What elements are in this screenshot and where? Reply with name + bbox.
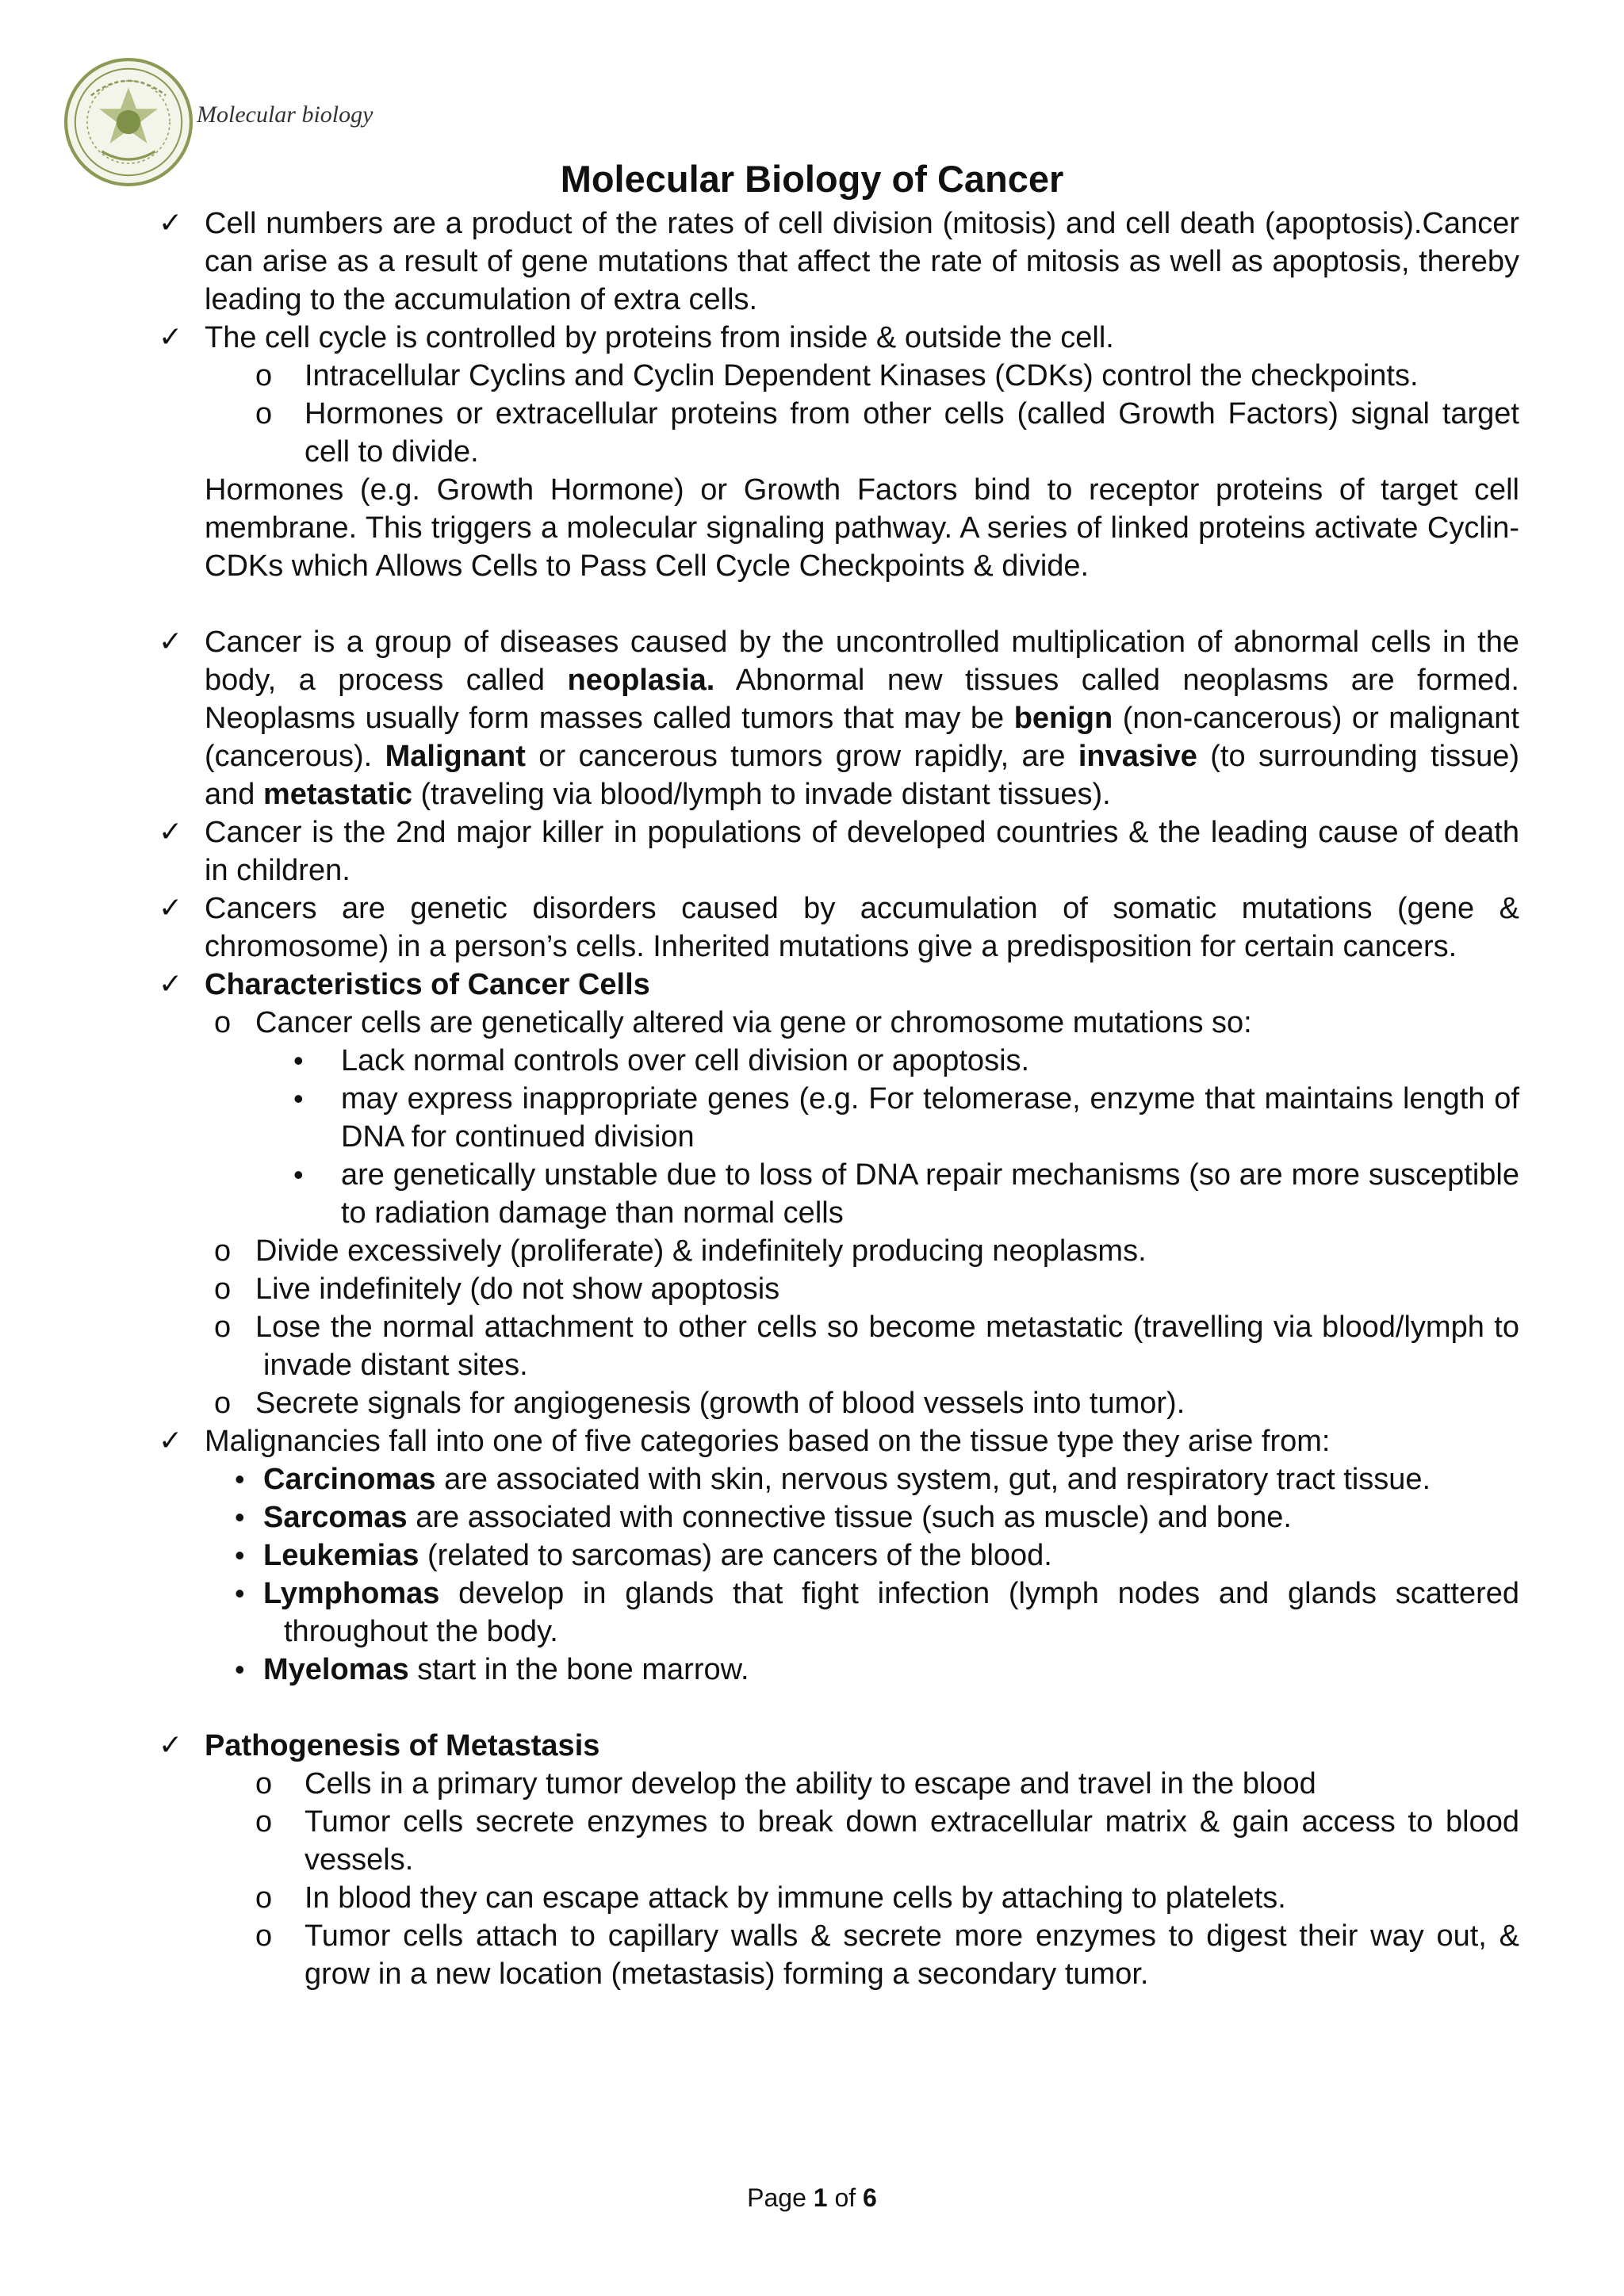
text-run: Malignancies fall into one of five categories based on the tissue type they arise from:	[205, 1425, 1331, 1458]
text-run: may express inappropriate genes (e.g. For telomerase, enzyme that maintains length of DNA for continued division	[341, 1082, 1519, 1154]
sub-list-item	[0, 1308, 1519, 1384]
bullet-list-item	[0, 1651, 1519, 1689]
bullet-list-item	[0, 1042, 1519, 1080]
bullet-dot-icon: •	[235, 1501, 245, 1533]
text-run: Hormones or extracellular proteins from other cells (called Growth Factors) signal target cell to divide.	[304, 397, 1519, 469]
checklist-item	[0, 813, 1519, 890]
bold-term: metastatic	[262, 778, 412, 811]
page-number-footer	[0, 2182, 1624, 2214]
circle-bullet-marker: o	[214, 1234, 232, 1268]
text-run: Cancer is the 2nd major killer in populations of developed countries & the leading cause of death in children.	[205, 816, 1519, 887]
circle-bullet-marker: o	[214, 1272, 232, 1306]
text-run: In blood they can escape attack by immune cells by attaching to platelets.	[304, 1881, 1286, 1915]
checkmark-icon: ✓	[159, 968, 183, 1001]
sub-list-item	[0, 1270, 1519, 1308]
checkmark-icon: ✓	[159, 321, 183, 354]
circle-bullet-marker: o	[214, 1006, 232, 1039]
text-run: start in the bone marrow.	[408, 1653, 749, 1686]
text-run: Live indefinitely (do not show apoptosis	[255, 1272, 780, 1306]
bullet-list-item	[0, 1156, 1519, 1232]
checkmark-icon: ✓	[159, 626, 183, 658]
bullet-dot-icon: •	[235, 1653, 245, 1686]
sub-list-item	[0, 1232, 1519, 1270]
circle-bullet-marker: o	[214, 1387, 232, 1420]
bullet-dot-icon: •	[293, 1158, 304, 1191]
text-run: Abnormal new tissues called neoplasms are formed. Neoplasms usually form masses called tumors that may be	[205, 664, 1519, 735]
text-run: (traveling via blood/lymph to invade distant tissues).	[412, 778, 1111, 811]
sub-list-item	[0, 1879, 1519, 1917]
text-run: Cancer cells are genetically altered via gene or chromosome mutations so:	[255, 1006, 1252, 1039]
checklist-item	[0, 319, 1519, 357]
circle-bullet-marker: o	[255, 359, 273, 392]
checklist-item	[0, 623, 1519, 813]
bold-term: Sarcomas	[263, 1501, 408, 1534]
text-run: Cell numbers are a product of the rates of cell division (mitosis) and cell death (apoptosis).Cancer can arise as a result of gene mutations that affect the rate of mitosis as well as apoptosis, thereby leading to the accumulation of extra cells.	[205, 207, 1519, 316]
bold-term: benign	[1013, 702, 1113, 735]
text-run: are associated with connective tissue (such as muscle) and bone.	[407, 1501, 1292, 1534]
text-run: Cancer is a group of diseases caused by the uncontrolled multiplication of abnormal cells in the body, a process called	[205, 626, 1519, 697]
text-run: Secrete signals for angiogenesis (growth of blood vessels into tumor).	[255, 1387, 1185, 1420]
checkmark-icon: ✓	[159, 892, 183, 924]
checkmark-icon: ✓	[159, 1425, 183, 1457]
document-body	[0, 205, 1624, 1993]
bold-term: Characteristics of Cancer Cells	[205, 968, 650, 1001]
checkmark-icon: ✓	[159, 1729, 183, 1762]
sub-list-item	[0, 1917, 1519, 1993]
bullet-list-item	[0, 1575, 1519, 1651]
paragraph	[0, 471, 1519, 585]
circle-bullet-marker: o	[255, 397, 273, 430]
text-run: (related to sarcomas) are cancers of the blood.	[419, 1539, 1052, 1572]
bullet-dot-icon: •	[293, 1082, 304, 1115]
checklist-item	[0, 1422, 1519, 1460]
circle-bullet-marker: o	[214, 1311, 232, 1344]
bullet-list-item	[0, 1080, 1519, 1156]
page-title: Molecular Biology of Cancer	[560, 158, 1064, 200]
checklist-item	[0, 966, 1519, 1004]
bold-term: Myelomas	[263, 1653, 409, 1686]
checklist-item	[0, 890, 1519, 966]
sub-list-item	[0, 357, 1519, 395]
bullet-list-item	[0, 1536, 1519, 1575]
text-run: develop in glands that fight infection (lymph nodes and glands scattered throughout the body.	[284, 1577, 1519, 1648]
bold-term: Pathogenesis of Metastasis	[205, 1729, 600, 1762]
circle-bullet-marker: o	[255, 1919, 273, 1953]
text-run: (to surrounding tissue) and	[205, 740, 1520, 811]
text-run: are genetically unstable due to loss of DNA repair mechanisms (so are more susceptible to radiation damage than normal cells	[341, 1158, 1519, 1230]
text-run: Cancers are genetic disorders caused by accumulation of somatic mutations (gene & chromosome) in a person’s cells. Inherited mutations give a predisposition for certain cancers.	[205, 892, 1519, 963]
footer-prefix: Page	[747, 2183, 814, 2212]
text-run: are associated with skin, nervous system, gut, and respiratory tract tissue.	[435, 1463, 1431, 1496]
circle-bullet-marker: o	[255, 1805, 273, 1839]
text-run: Cells in a primary tumor develop the ability to escape and travel in the blood	[304, 1767, 1316, 1800]
text-run: Intracellular Cyclins and Cyclin Dependent Kinases (CDKs) control the checkpoints.	[304, 359, 1419, 392]
sub-list-item	[0, 1765, 1519, 1803]
running-header-title: Molecular biology	[197, 101, 373, 128]
bold-term: Carcinomas	[263, 1463, 436, 1496]
text-run: Hormones (e.g. Growth Hormone) or Growth Factors bind to receptor proteins of target cell membrane. This triggers a molecular signaling pathway. A series of linked proteins activate Cyclin- CDKs which Allows Cells to Pass Cell Cycle Checkpoints & divide.	[205, 473, 1519, 583]
footer-page-total: 6	[863, 2183, 877, 2212]
bullet-dot-icon: •	[235, 1577, 245, 1609]
text-run: (non-cancerous) or malignant (cancerous).	[205, 702, 1519, 773]
bullet-dot-icon: •	[235, 1463, 245, 1495]
sub-list-item	[0, 395, 1519, 471]
text-run: or cancerous tumors grow rapidly, are	[525, 740, 1078, 773]
bullet-list-item	[0, 1498, 1519, 1536]
text-run: Divide excessively (proliferate) & indefinitely producing neoplasms.	[255, 1234, 1147, 1268]
checklist-item	[0, 1727, 1519, 1765]
footer-page-number: 1	[813, 2183, 828, 2212]
bullet-list-item	[0, 1460, 1519, 1498]
checkmark-icon: ✓	[159, 207, 183, 239]
text-run: Lose the normal attachment to other cells so become metastatic (travelling via blood/lymph to invade distant sites.	[255, 1311, 1519, 1382]
circle-bullet-marker: o	[255, 1881, 273, 1915]
bold-term: neoplasia.	[567, 664, 715, 697]
bullet-dot-icon: •	[293, 1044, 304, 1077]
footer-of: of	[827, 2183, 864, 2212]
bold-term: invasive	[1078, 740, 1197, 773]
circle-bullet-marker: o	[255, 1767, 273, 1800]
bold-term: Leukemias	[263, 1539, 419, 1572]
checklist-item	[0, 205, 1519, 319]
bullet-dot-icon: •	[235, 1539, 245, 1571]
checkmark-icon: ✓	[159, 816, 183, 848]
sub-list-item	[0, 1803, 1519, 1879]
sub-list-item	[0, 1384, 1519, 1422]
text-run: The cell cycle is controlled by proteins from inside & outside the cell.	[205, 321, 1114, 354]
sub-list-item	[0, 1004, 1519, 1042]
text-run: Tumor cells attach to capillary walls & secrete more enzymes to digest their way out, & grow in a new location (metastasis) forming a secondary tumor.	[304, 1919, 1519, 1991]
bold-term: Lymphomas	[263, 1577, 440, 1610]
text-run: Lack normal controls over cell division or apoptosis.	[341, 1044, 1030, 1077]
text-run: Tumor cells secrete enzymes to break down extracellular matrix & gain access to blood vessels.	[304, 1805, 1519, 1877]
bold-term: Malignant	[385, 740, 526, 773]
